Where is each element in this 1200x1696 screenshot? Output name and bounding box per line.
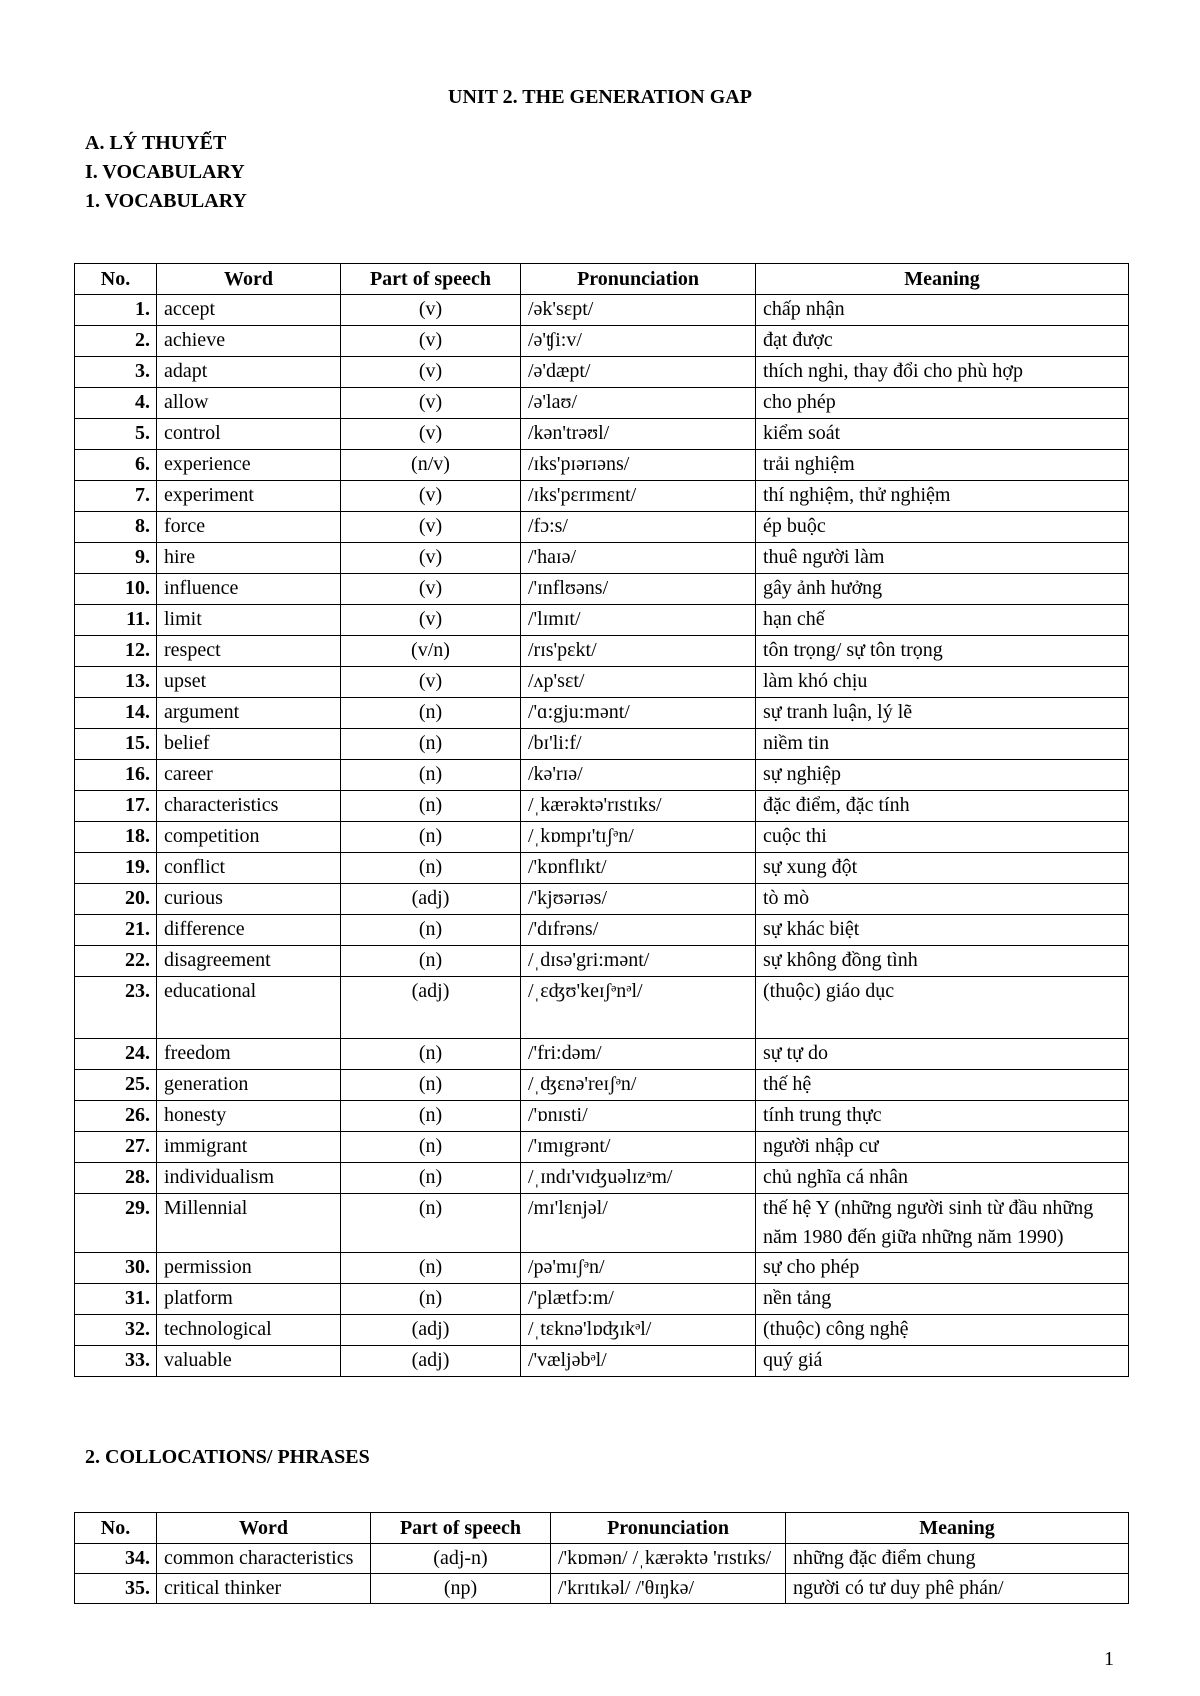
cell-pronunciation: /'kjʊərɪəs/ — [521, 884, 756, 915]
cell-meaning: tính trung thực — [756, 1101, 1129, 1132]
cell-word: respect — [157, 636, 341, 667]
vocab-row — [75, 357, 1129, 388]
cell-pos: (n) — [341, 1163, 521, 1194]
collocation-row — [75, 1544, 1129, 1574]
cell-pos: (n) — [341, 729, 521, 760]
cell-pronunciation: /'lɪmɪt/ — [521, 605, 756, 636]
cell-meaning: thế hệ Y (những người sinh từ đầu những năm 1980 đến giữa những năm 1990) — [756, 1194, 1129, 1253]
cell-pos: (n) — [341, 1194, 521, 1253]
vocab-row — [75, 543, 1129, 574]
cell-word: freedom — [157, 1039, 341, 1070]
vocab-row — [75, 574, 1129, 605]
cell-meaning: quý giá — [756, 1346, 1129, 1377]
vocab-row — [75, 915, 1129, 946]
cell-pronunciation: /'ɪnflʊəns/ — [521, 574, 756, 605]
cell-pronunciation: /kən'trəʊl/ — [521, 419, 756, 450]
vocab-row — [75, 791, 1129, 822]
col-header-pronunciation: Pronunciation — [521, 264, 756, 295]
cell-pronunciation: /mɪ'lɛnjəl/ — [521, 1194, 756, 1253]
cell-pos: (adj) — [341, 977, 521, 1039]
cell-meaning: gây ảnh hưởng — [756, 574, 1129, 605]
cell-meaning: chấp nhận — [756, 295, 1129, 326]
cell-word: generation — [157, 1070, 341, 1101]
vocab-row — [75, 760, 1129, 791]
cell-no: 15. — [75, 729, 157, 760]
cell-pronunciation: /'krɪtɪkəl/ /'θɪŋkə/ — [551, 1574, 786, 1604]
cell-pos: (v) — [341, 574, 521, 605]
cell-no: 31. — [75, 1284, 157, 1315]
cell-pronunciation: /ɪks'pɛrɪmɛnt/ — [521, 481, 756, 512]
vocabulary-table — [74, 263, 1129, 1377]
cell-pos: (n) — [341, 822, 521, 853]
cell-word: career — [157, 760, 341, 791]
cell-no: 11. — [75, 605, 157, 636]
cell-pos: (adj) — [341, 1346, 521, 1377]
cell-pronunciation: /ə'laʊ/ — [521, 388, 756, 419]
cell-word: achieve — [157, 326, 341, 357]
cell-meaning: sự tranh luận, lý lẽ — [756, 698, 1129, 729]
cell-no: 29. — [75, 1194, 157, 1253]
cell-meaning: sự nghiệp — [756, 760, 1129, 791]
cell-word: conflict — [157, 853, 341, 884]
cell-pos: (n) — [341, 1039, 521, 1070]
cell-word: control — [157, 419, 341, 450]
vocab-row — [75, 450, 1129, 481]
vocab-row — [75, 481, 1129, 512]
cell-word: accept — [157, 295, 341, 326]
cell-meaning: làm khó chịu — [756, 667, 1129, 698]
cell-no: 5. — [75, 419, 157, 450]
cell-word: hire — [157, 543, 341, 574]
cell-pos: (v) — [341, 667, 521, 698]
cell-meaning: tôn trọng/ sự tôn trọng — [756, 636, 1129, 667]
cell-pos: (np) — [371, 1574, 551, 1604]
vocab-row — [75, 884, 1129, 915]
cell-word: competition — [157, 822, 341, 853]
cell-no: 17. — [75, 791, 157, 822]
cell-meaning: (thuộc) giáo dục — [756, 977, 1129, 1039]
cell-word: argument — [157, 698, 341, 729]
cell-pos: (v) — [341, 326, 521, 357]
cell-word: disagreement — [157, 946, 341, 977]
cell-pronunciation: /ˌtɛknə'lɒʤɪkᵊl/ — [521, 1315, 756, 1346]
page-title: UNIT 2. THE GENERATION GAP — [448, 86, 752, 108]
cell-no: 14. — [75, 698, 157, 729]
cell-word: curious — [157, 884, 341, 915]
cell-pronunciation: /ək'sɛpt/ — [521, 295, 756, 326]
cell-no: 33. — [75, 1346, 157, 1377]
cell-meaning: nền tảng — [756, 1284, 1129, 1315]
cell-no: 28. — [75, 1163, 157, 1194]
cell-pronunciation: /ˌdɪsə'gri:mənt/ — [521, 946, 756, 977]
vocab-row — [75, 1163, 1129, 1194]
cell-meaning: sự tự do — [756, 1039, 1129, 1070]
col-header-meaning: Meaning — [756, 264, 1129, 295]
cell-no: 13. — [75, 667, 157, 698]
cell-pos: (n) — [341, 791, 521, 822]
cell-pos: (v) — [341, 357, 521, 388]
cell-pronunciation: /ˌɪndɪ'vɪʤuəlɪzᵊm/ — [521, 1163, 756, 1194]
cell-meaning: niềm tin — [756, 729, 1129, 760]
cell-word: characteristics — [157, 791, 341, 822]
cell-meaning: sự xung đột — [756, 853, 1129, 884]
cell-pos: (n) — [341, 1284, 521, 1315]
cell-pos: (n) — [341, 1253, 521, 1284]
cell-word: difference — [157, 915, 341, 946]
vocab-row — [75, 977, 1129, 1039]
col-header-no: No. — [75, 1513, 157, 1544]
cell-pos: (v) — [341, 605, 521, 636]
vocab-row — [75, 388, 1129, 419]
cell-pos: (v/n) — [341, 636, 521, 667]
cell-meaning: thí nghiệm, thử nghiệm — [756, 481, 1129, 512]
cell-word: allow — [157, 388, 341, 419]
vocab-row — [75, 853, 1129, 884]
cell-pos: (n/v) — [341, 450, 521, 481]
cell-no: 10. — [75, 574, 157, 605]
cell-word: educational — [157, 977, 341, 1039]
cell-pronunciation: /ˌʤɛnə'reɪʃᵊn/ — [521, 1070, 756, 1101]
cell-pronunciation: /rɪs'pɛkt/ — [521, 636, 756, 667]
cell-meaning: sự khác biệt — [756, 915, 1129, 946]
cell-word: permission — [157, 1253, 341, 1284]
col-header-meaning: Meaning — [786, 1513, 1129, 1544]
cell-pronunciation: /'ɪmɪgrənt/ — [521, 1132, 756, 1163]
vocab-row — [75, 326, 1129, 357]
cell-pronunciation: /'haɪə/ — [521, 543, 756, 574]
cell-no: 3. — [75, 357, 157, 388]
cell-pos: (v) — [341, 543, 521, 574]
cell-no: 25. — [75, 1070, 157, 1101]
vocab-row — [75, 1132, 1129, 1163]
cell-no: 22. — [75, 946, 157, 977]
cell-pos: (n) — [341, 1132, 521, 1163]
cell-no: 32. — [75, 1315, 157, 1346]
cell-pronunciation: /'kɒmən/ /ˌkærəktə 'rɪstɪks/ — [551, 1544, 786, 1574]
vocab-row — [75, 1284, 1129, 1315]
col-header-pos: Part of speech — [371, 1513, 551, 1544]
cell-no: 34. — [75, 1544, 157, 1574]
collocation-row — [75, 1574, 1129, 1604]
cell-pronunciation: /'dɪfrəns/ — [521, 915, 756, 946]
cell-no: 21. — [75, 915, 157, 946]
vocab-row — [75, 636, 1129, 667]
cell-meaning: đặc điểm, đặc tính — [756, 791, 1129, 822]
vocab-row — [75, 605, 1129, 636]
cell-pos: (adj) — [341, 884, 521, 915]
cell-pos: (n) — [341, 698, 521, 729]
cell-pos: (adj-n) — [371, 1544, 551, 1574]
cell-word: experience — [157, 450, 341, 481]
vocab-row — [75, 1346, 1129, 1377]
cell-no: 23. — [75, 977, 157, 1039]
cell-pos: (v) — [341, 388, 521, 419]
cell-meaning: cho phép — [756, 388, 1129, 419]
cell-pronunciation: /ˌkærəktə'rɪstɪks/ — [521, 791, 756, 822]
cell-no: 24. — [75, 1039, 157, 1070]
cell-word: valuable — [157, 1346, 341, 1377]
cell-meaning: tò mò — [756, 884, 1129, 915]
vocab-row — [75, 946, 1129, 977]
cell-no: 1. — [75, 295, 157, 326]
cell-meaning: cuộc thi — [756, 822, 1129, 853]
vocab-row — [75, 512, 1129, 543]
cell-meaning: trải nghiệm — [756, 450, 1129, 481]
cell-word: adapt — [157, 357, 341, 388]
cell-pronunciation: /bɪ'li:f/ — [521, 729, 756, 760]
cell-word: platform — [157, 1284, 341, 1315]
cell-meaning: chủ nghĩa cá nhân — [756, 1163, 1129, 1194]
vocab-row — [75, 698, 1129, 729]
cell-word: influence — [157, 574, 341, 605]
cell-word: belief — [157, 729, 341, 760]
vocab-row — [75, 1194, 1129, 1253]
col-header-word: Word — [157, 264, 341, 295]
cell-word: common characteristics — [157, 1544, 371, 1574]
cell-pos: (adj) — [341, 1315, 521, 1346]
cell-no: 26. — [75, 1101, 157, 1132]
vocab-row — [75, 295, 1129, 326]
cell-pos: (n) — [341, 760, 521, 791]
cell-pronunciation: /'væljəbᵊl/ — [521, 1346, 756, 1377]
vocab-row — [75, 729, 1129, 760]
cell-word: experiment — [157, 481, 341, 512]
cell-word: critical thinker — [157, 1574, 371, 1604]
col-header-word: Word — [157, 1513, 371, 1544]
cell-no: 16. — [75, 760, 157, 791]
cell-meaning: những đặc điểm chung — [786, 1544, 1129, 1574]
cell-pos: (v) — [341, 512, 521, 543]
vocab-row — [75, 1039, 1129, 1070]
cell-pos: (n) — [341, 946, 521, 977]
cell-pronunciation: /ˌɛʤʊ'keɪʃᵊnᵊl/ — [521, 977, 756, 1039]
cell-meaning: hạn chế — [756, 605, 1129, 636]
cell-meaning: đạt được — [756, 326, 1129, 357]
cell-pronunciation: /pə'mɪʃᵊn/ — [521, 1253, 756, 1284]
cell-pos: (v) — [341, 295, 521, 326]
cell-no: 12. — [75, 636, 157, 667]
cell-no: 4. — [75, 388, 157, 419]
cell-meaning: kiểm soát — [756, 419, 1129, 450]
cell-pronunciation: /'kɒnflɪkt/ — [521, 853, 756, 884]
cell-pos: (v) — [341, 419, 521, 450]
section-a-heading: A. LÝ THUYẾT — [85, 132, 227, 154]
cell-pos: (n) — [341, 915, 521, 946]
cell-meaning: người có tư duy phê phán/ — [786, 1574, 1129, 1604]
collocations-table — [74, 1512, 1129, 1604]
cell-pos: (v) — [341, 481, 521, 512]
section-2-heading: 2. COLLOCATIONS/ PHRASES — [85, 1446, 370, 1468]
col-header-pos: Part of speech — [341, 264, 521, 295]
cell-word: limit — [157, 605, 341, 636]
cell-pronunciation: /ʌp'sɛt/ — [521, 667, 756, 698]
cell-word: immigrant — [157, 1132, 341, 1163]
col-header-pronunciation: Pronunciation — [551, 1513, 786, 1544]
vocab-row — [75, 1315, 1129, 1346]
cell-no: 7. — [75, 481, 157, 512]
cell-no: 27. — [75, 1132, 157, 1163]
cell-pronunciation: /kə'rɪə/ — [521, 760, 756, 791]
cell-meaning: người nhập cư — [756, 1132, 1129, 1163]
cell-pronunciation: /ə'ʧi:v/ — [521, 326, 756, 357]
cell-word: upset — [157, 667, 341, 698]
vocab-row — [75, 419, 1129, 450]
cell-pos: (n) — [341, 853, 521, 884]
cell-no: 6. — [75, 450, 157, 481]
cell-no: 35. — [75, 1574, 157, 1604]
section-1-heading: 1. VOCABULARY — [85, 190, 247, 212]
cell-word: technological — [157, 1315, 341, 1346]
cell-pronunciation: /'plætfɔ:m/ — [521, 1284, 756, 1315]
col-header-no: No. — [75, 264, 157, 295]
cell-meaning: sự không đồng tình — [756, 946, 1129, 977]
cell-pronunciation: /'ɒnɪsti/ — [521, 1101, 756, 1132]
vocab-row — [75, 1253, 1129, 1284]
cell-pronunciation: /'fri:dəm/ — [521, 1039, 756, 1070]
cell-no: 8. — [75, 512, 157, 543]
cell-meaning: thuê người làm — [756, 543, 1129, 574]
cell-pronunciation: /ə'dæpt/ — [521, 357, 756, 388]
cell-no: 18. — [75, 822, 157, 853]
cell-meaning: sự cho phép — [756, 1253, 1129, 1284]
cell-no: 30. — [75, 1253, 157, 1284]
cell-meaning: thích nghi, thay đổi cho phù hợp — [756, 357, 1129, 388]
page-number: 1 — [1104, 1648, 1114, 1670]
section-i-heading: I. VOCABULARY — [85, 161, 245, 183]
cell-no: 2. — [75, 326, 157, 357]
cell-pronunciation: /'ɑ:gju:mənt/ — [521, 698, 756, 729]
vocab-row — [75, 667, 1129, 698]
cell-pronunciation: /fɔ:s/ — [521, 512, 756, 543]
vocab-row — [75, 1101, 1129, 1132]
cell-meaning: (thuộc) công nghệ — [756, 1315, 1129, 1346]
vocab-row — [75, 1070, 1129, 1101]
cell-no: 9. — [75, 543, 157, 574]
cell-meaning: thế hệ — [756, 1070, 1129, 1101]
cell-no: 19. — [75, 853, 157, 884]
cell-word: Millennial — [157, 1194, 341, 1253]
cell-pos: (n) — [341, 1070, 521, 1101]
cell-pronunciation: /ˌkɒmpɪ'tɪʃᵊn/ — [521, 822, 756, 853]
cell-word: force — [157, 512, 341, 543]
cell-word: individualism — [157, 1163, 341, 1194]
vocab-row — [75, 822, 1129, 853]
cell-pronunciation: /ɪks'pɪərɪəns/ — [521, 450, 756, 481]
cell-word: honesty — [157, 1101, 341, 1132]
cell-meaning: ép buộc — [756, 512, 1129, 543]
cell-pos: (n) — [341, 1101, 521, 1132]
cell-no: 20. — [75, 884, 157, 915]
